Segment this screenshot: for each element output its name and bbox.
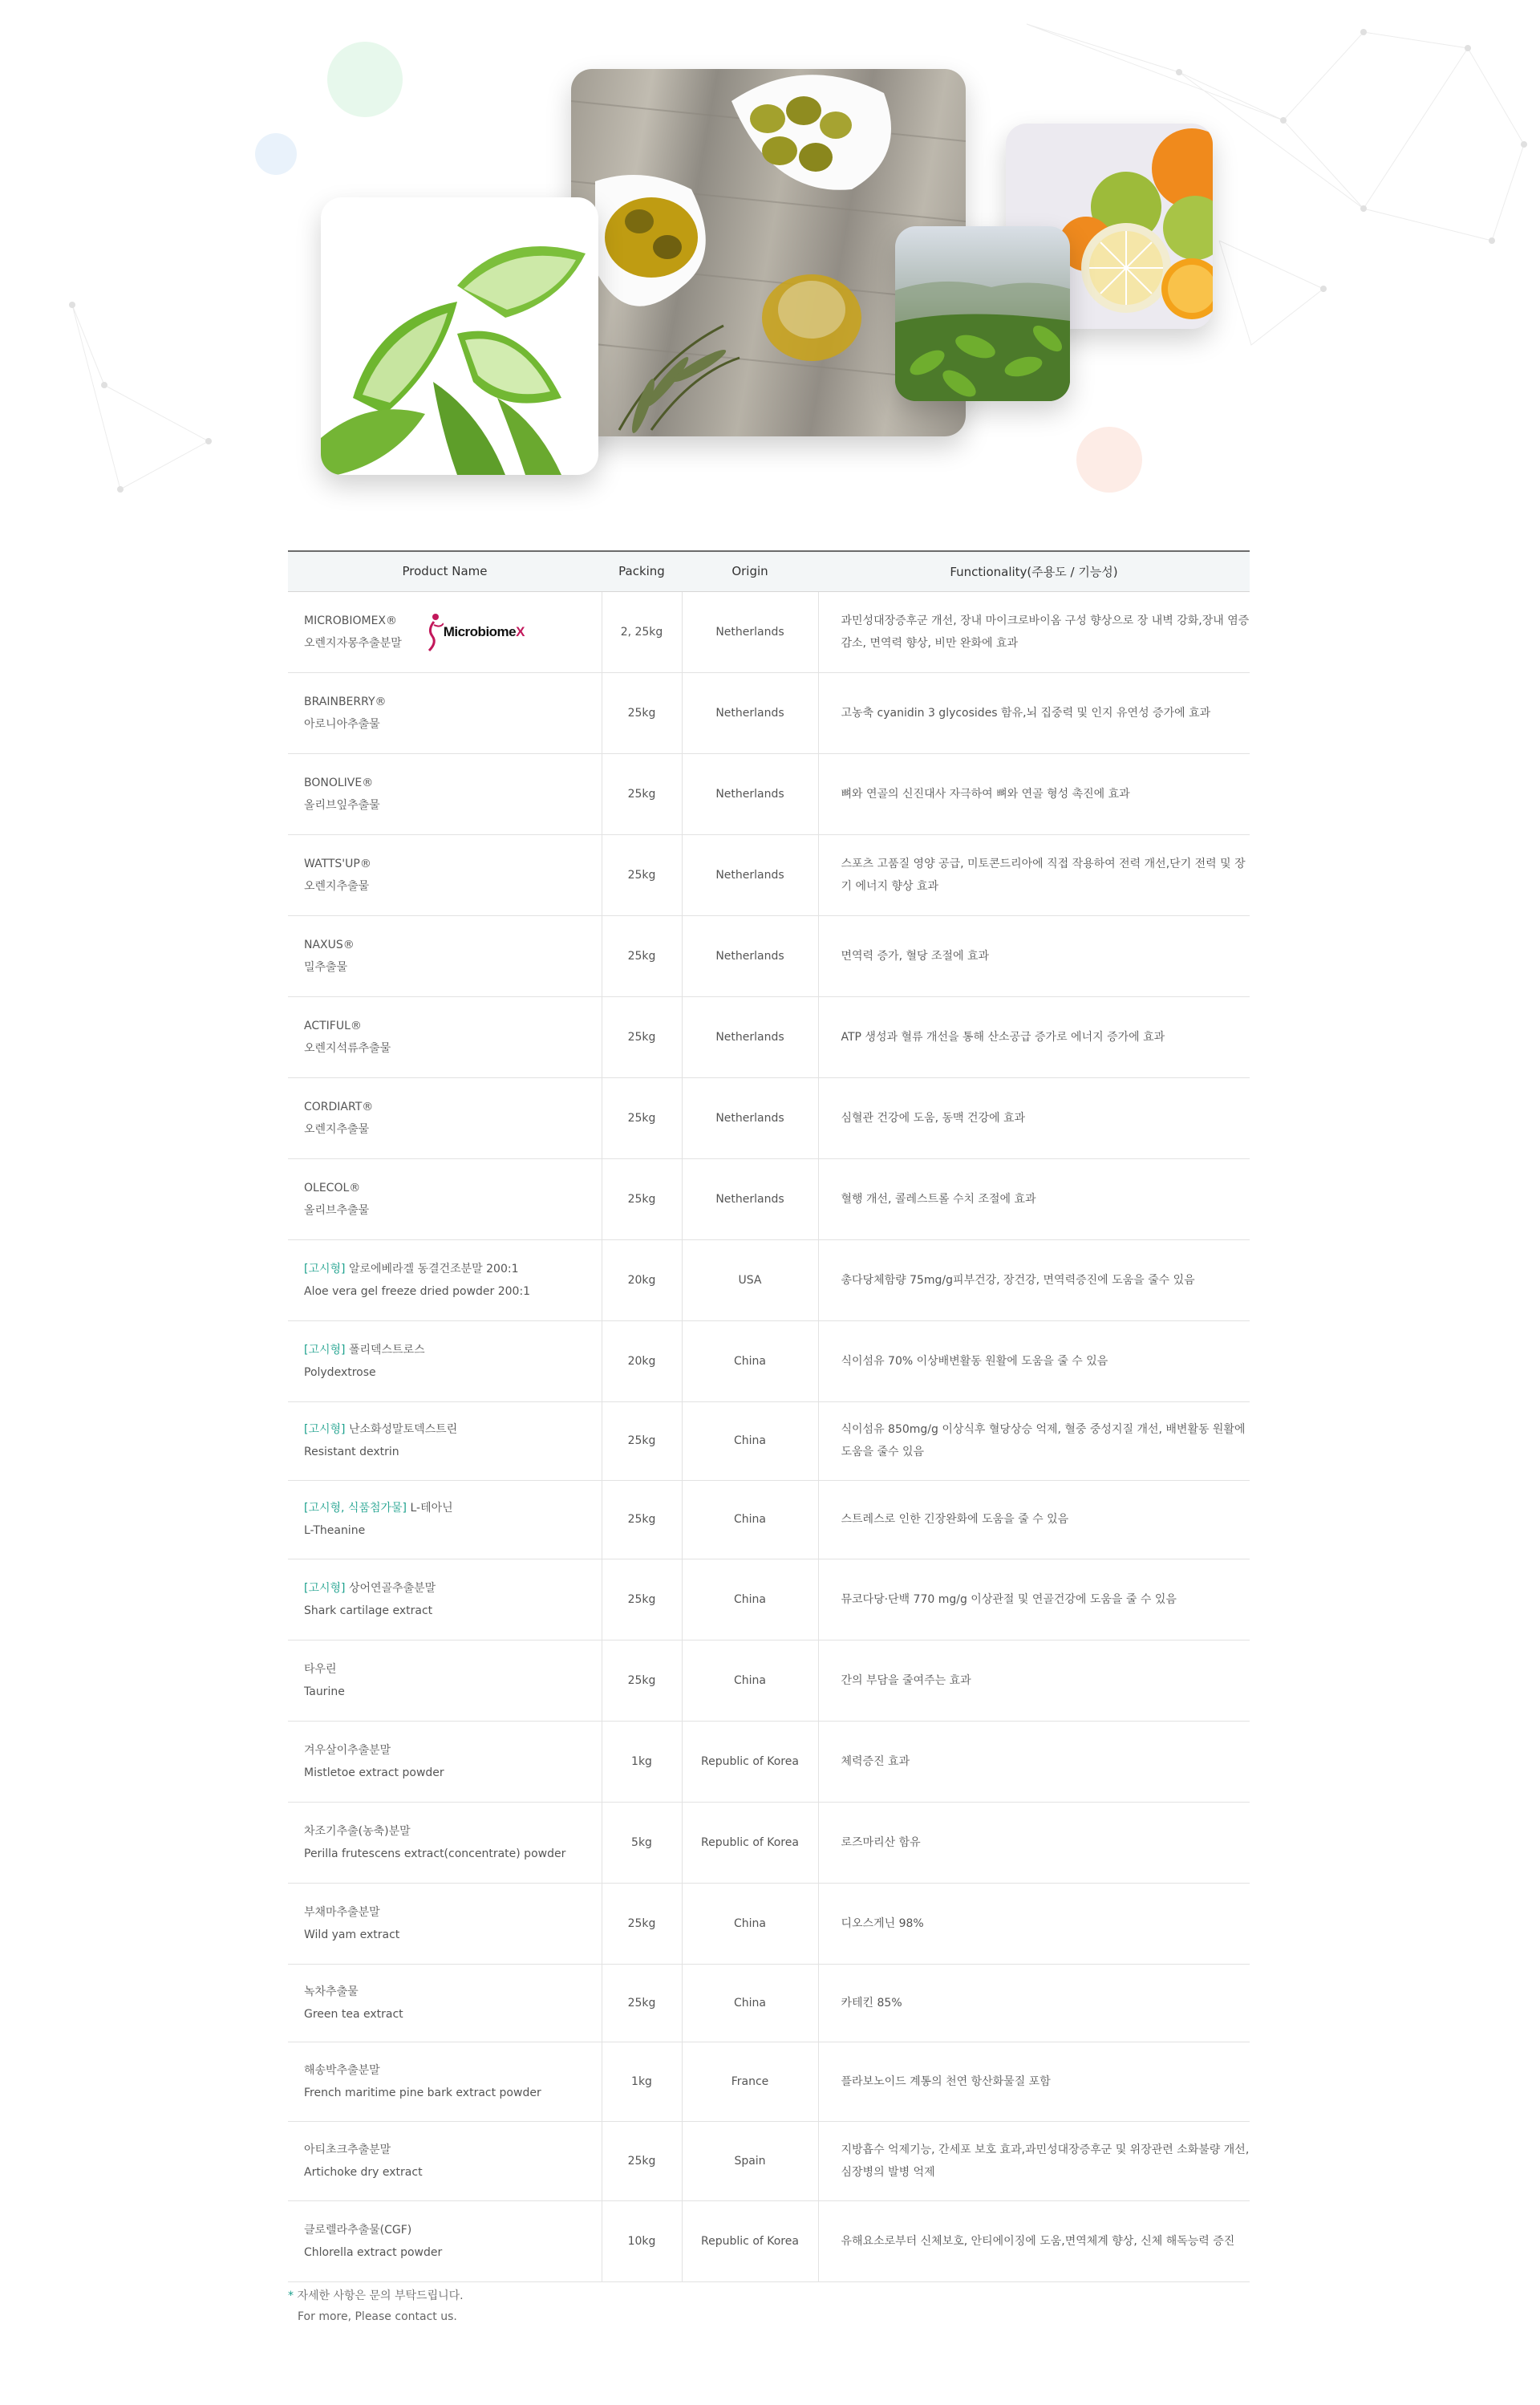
product-name-line1 <box>304 1258 602 1280</box>
functionality-line1: 식이섬유 70% 이상 <box>841 1354 938 1368</box>
product-name-secondary: Chlorella extract powder <box>304 2245 443 2259</box>
functionality-line1: 식이섬유 850mg/g 이상 <box>841 1423 964 1436</box>
cell-packing: 25kg <box>602 672 682 753</box>
cell-packing: 25kg <box>602 1480 682 1559</box>
column-header-origin: Origin <box>682 551 818 591</box>
cell-product-name <box>288 1480 602 1559</box>
functionality-line2: 과민성대장증후군 및 위장관련 소화불량 개선, 심장병의 발병 억제 <box>841 2143 1250 2179</box>
table-row <box>288 1721 1250 1802</box>
functionality-line1: 스포츠 고품질 영양 공급, 미토콘드리아에 직접 작용하여 전력 개선, <box>841 857 1170 870</box>
table-row <box>288 996 1250 1077</box>
cell-product-name <box>288 2200 602 2281</box>
product-name-primary: BONOLIVE® <box>304 776 374 789</box>
product-name-secondary: 오렌지자몽추출분말 <box>304 636 402 650</box>
product-tag: [고시형] <box>304 1343 346 1357</box>
functionality-line1: 총다당체함량 75mg/g <box>841 1273 954 1287</box>
table-row <box>288 1320 1250 1401</box>
table-row <box>288 1239 1250 1320</box>
functionality-line1: 간의 부담을 줄여주는 효과 <box>841 1673 971 1687</box>
cell-product-name <box>288 1401 602 1480</box>
aloe-illustration <box>321 197 598 475</box>
functionality-line1: 유해요소로부터 신체보호, 안티에이징에 도움, <box>841 2234 1065 2248</box>
functionality-line1: 플라보노이드 계통의 천연 항산화물질 포함 <box>841 2074 1051 2088</box>
product-name-secondary: Mistletoe extract powder <box>304 1766 444 1779</box>
cell-product-name <box>288 1721 602 1802</box>
product-name-secondary: 오렌지추출물 <box>304 1122 370 1136</box>
cell-origin: China <box>682 1401 818 1480</box>
product-name-secondary: Resistant dextrin <box>304 1446 399 1458</box>
product-name-line1 <box>304 2219 602 2241</box>
product-name-primary: 아티초크추출분말 <box>304 2143 391 2156</box>
cell-packing: 25kg <box>602 1964 682 2042</box>
cell-functionality <box>818 1401 1250 1480</box>
cell-product-name <box>288 1077 602 1158</box>
functionality-line1: 카테킨 85% <box>841 1996 902 2010</box>
product-name-with-logo <box>304 610 602 655</box>
product-name-secondary: Wild yam extract <box>304 1928 400 1941</box>
cell-packing: 10kg <box>602 2200 682 2281</box>
product-name-secondary: 올리브추출물 <box>304 1203 370 1217</box>
functionality-line2: 뇌 집중력 및 인지 유연성 증가에 효과 <box>1026 706 1211 720</box>
functionality-line2: 장내 염증 감소, 면역력 향상, 비만 완화에 효과 <box>841 614 1250 650</box>
table-row <box>288 915 1250 996</box>
product-name-secondary: L-Theanine <box>304 1524 366 1537</box>
product-name-secondary: Perilla frutescens extract(concentrate) powder <box>304 1847 566 1860</box>
functionality-line1: 지방흡수 억제기능, 간세포 보호 효과, <box>841 2143 1026 2156</box>
product-tag: [고시형, 식품첨가물] <box>304 1502 407 1515</box>
cell-functionality <box>818 1721 1250 1802</box>
cell-origin: USA <box>682 1239 818 1320</box>
cell-origin: Republic of Korea <box>682 2200 818 2281</box>
product-name-line1 <box>304 1658 602 1681</box>
cell-packing: 25kg <box>602 1883 682 1964</box>
functionality-line2: 배변활동 원활에 도움을 줄 수 있음 <box>938 1354 1108 1368</box>
functionality-line2: 피부건강, 장건강, 면역력증진에 도움을 줄수 있음 <box>953 1273 1195 1287</box>
table-row <box>288 1964 1250 2042</box>
product-name-line1 <box>304 1739 602 1762</box>
table-row <box>288 2200 1250 2281</box>
contact-note <box>288 2285 464 2327</box>
cell-functionality <box>818 591 1250 672</box>
cell-functionality <box>818 1883 1250 1964</box>
decor-bubble-blue <box>255 133 297 175</box>
cell-packing: 25kg <box>602 2121 682 2200</box>
logo-text: MicrobiomeX <box>443 623 525 639</box>
note-english: For more, Please contact us. <box>298 2310 457 2323</box>
column-header-functionality: Functionality(주용도 / 기능성) <box>818 551 1250 591</box>
product-name-secondary: 오렌지석류추출물 <box>304 1041 391 1055</box>
logo-x-letter: X <box>516 623 525 639</box>
product-name-line1 <box>304 1577 602 1600</box>
cell-product-name <box>288 1320 602 1401</box>
cell-packing: 1kg <box>602 1721 682 1802</box>
tea-field-photo <box>895 226 1070 401</box>
cell-product-name <box>288 672 602 753</box>
functionality-line2: 식후 혈당상승 억제, 혈중 중성지질 개선, 배변활동 원활에 도움을 줄수 있음 <box>841 1423 1246 1458</box>
product-name-line1 <box>304 1096 602 1118</box>
cell-functionality <box>818 1077 1250 1158</box>
cell-functionality <box>818 2200 1250 2281</box>
cell-product-name <box>288 1239 602 1320</box>
cell-packing: 25kg <box>602 1158 682 1239</box>
product-name-primary: 폴리덱스트로스 <box>348 1343 425 1357</box>
decor-bubble-peach <box>1076 427 1142 493</box>
product-name-line1 <box>304 934 602 956</box>
table-row <box>288 2121 1250 2200</box>
product-name-secondary: Aloe vera gel freeze dried powder 200:1 <box>304 1284 531 1298</box>
microbiomex-logo-icon <box>423 612 525 652</box>
cell-product-name <box>288 1559 602 1640</box>
cell-functionality <box>818 1640 1250 1721</box>
table-body <box>288 591 1250 2281</box>
cell-packing: 25kg <box>602 1640 682 1721</box>
cell-functionality <box>818 834 1250 915</box>
cell-product-name <box>288 1640 602 1721</box>
table-row <box>288 1802 1250 1883</box>
cell-functionality <box>818 1559 1250 1640</box>
product-name-primary: 알로에베라겔 동결건조분말 200:1 <box>348 1262 519 1276</box>
cell-packing: 25kg <box>602 996 682 1077</box>
product-tag: [고시형] <box>304 1581 346 1595</box>
product-name-primary: WATTS'UP® <box>304 857 371 870</box>
cell-origin: France <box>682 2042 818 2121</box>
cell-packing: 20kg <box>602 1320 682 1401</box>
cell-functionality <box>818 915 1250 996</box>
functionality-line1: ATP 생성과 혈류 개선을 통해 산소공급 증가로 에너지 증가에 효과 <box>841 1030 1165 1044</box>
table-row <box>288 753 1250 834</box>
product-name-secondary: Artichoke dry extract <box>304 2165 423 2179</box>
product-name-primary: 상어연골추출분말 <box>348 1581 436 1595</box>
cell-product-name <box>288 1964 602 2042</box>
product-name-primary: MICROBIOMEX® <box>304 614 397 627</box>
cell-packing: 25kg <box>602 915 682 996</box>
product-name-secondary: Green tea extract <box>304 2007 403 2021</box>
note-star: * <box>288 2289 294 2302</box>
product-name-secondary: Taurine <box>304 1685 345 1698</box>
table-row <box>288 672 1250 753</box>
functionality-line1: 로즈마리산 함유 <box>841 1835 921 1849</box>
cell-origin: China <box>682 1559 818 1640</box>
cell-functionality <box>818 1158 1250 1239</box>
functionality-line2: 관절 및 연골건강에 도움을 줄 수 있음 <box>992 1592 1177 1606</box>
cell-product-name <box>288 2121 602 2200</box>
cell-origin: China <box>682 1320 818 1401</box>
cell-origin: Netherlands <box>682 672 818 753</box>
functionality-line1: 면역력 증가, 혈당 조절에 효과 <box>841 949 990 963</box>
cell-product-name <box>288 591 602 672</box>
cell-product-name <box>288 915 602 996</box>
cell-functionality <box>818 753 1250 834</box>
cell-origin: Netherlands <box>682 753 818 834</box>
tea-field-illustration <box>895 226 1070 401</box>
cell-packing: 25kg <box>602 753 682 834</box>
table-row <box>288 1640 1250 1721</box>
product-name-secondary: 올리브잎추출물 <box>304 798 380 812</box>
product-table <box>288 550 1250 2282</box>
microbiomex-logo-word <box>444 621 525 643</box>
product-name-secondary: 밀추출물 <box>304 960 348 974</box>
table-row <box>288 1077 1250 1158</box>
functionality-line1: 디오스게닌 98% <box>841 1916 924 1930</box>
cell-packing: 25kg <box>602 834 682 915</box>
functionality-line1: 뼈와 연골의 신진대사 자극하여 뼈와 연골 형성 촉진에 효과 <box>841 787 1130 801</box>
hero-visual <box>0 0 1540 529</box>
product-tag: [고시형] <box>304 1423 346 1436</box>
note-korean: 자세한 사항은 문의 부탁드립니다. <box>297 2289 464 2302</box>
product-name-primary: 난소화성말토덱스트린 <box>348 1423 458 1436</box>
product-name-line1 <box>304 610 402 632</box>
product-name-primary: 겨우살이추출분말 <box>304 1743 391 1757</box>
cell-packing: 25kg <box>602 1077 682 1158</box>
product-name-primary: CORDIART® <box>304 1100 374 1113</box>
table-row <box>288 1480 1250 1559</box>
product-name-line1 <box>304 1339 602 1361</box>
cell-functionality <box>818 996 1250 1077</box>
cell-functionality <box>818 672 1250 753</box>
cell-origin: China <box>682 1480 818 1559</box>
product-name-line1 <box>304 1981 602 2003</box>
product-name-line1 <box>304 1015 602 1037</box>
cell-functionality <box>818 1239 1250 1320</box>
product-name-line1 <box>304 691 602 713</box>
cell-origin: Netherlands <box>682 1158 818 1239</box>
product-name-primary: 부채마추출분말 <box>304 1905 380 1919</box>
aloe-photo <box>321 197 598 475</box>
table-row <box>288 1559 1250 1640</box>
product-table-section <box>288 550 1250 2282</box>
cell-product-name <box>288 2042 602 2121</box>
functionality-line2: 면역체계 향상, 신체 해독능력 증진 <box>1064 2234 1235 2248</box>
functionality-line1: 고농축 cyanidin 3 glycosides 함유, <box>841 706 1027 720</box>
cell-origin: Netherlands <box>682 834 818 915</box>
cell-product-name <box>288 1802 602 1883</box>
cell-origin: Netherlands <box>682 591 818 672</box>
product-name-primary: 차조기추출(농축)분말 <box>304 1824 411 1838</box>
product-name-line1 <box>304 1497 602 1519</box>
product-name-line1 <box>304 772 602 794</box>
cell-product-name <box>288 834 602 915</box>
product-name-line1 <box>304 1418 602 1441</box>
cell-origin: China <box>682 1964 818 2042</box>
product-name-secondary: 오렌지추출물 <box>304 879 370 893</box>
cell-product-name <box>288 1158 602 1239</box>
functionality-line1: 혈행 개선, 콜레스트롤 수치 조절에 효과 <box>841 1192 1036 1206</box>
table-row <box>288 1883 1250 1964</box>
product-name-primary: NAXUS® <box>304 938 355 951</box>
cell-origin: China <box>682 1883 818 1964</box>
product-name-line1 <box>304 853 602 875</box>
table-row <box>288 591 1250 672</box>
cell-origin: Netherlands <box>682 996 818 1077</box>
cell-functionality <box>818 1320 1250 1401</box>
product-name-secondary: 아로니아추출물 <box>304 717 380 731</box>
cell-packing: 25kg <box>602 1401 682 1480</box>
dancer-mark-icon <box>423 612 444 652</box>
product-name-block <box>304 610 402 655</box>
cell-packing: 1kg <box>602 2042 682 2121</box>
product-name-primary: 해송박추출분말 <box>304 2063 380 2077</box>
cell-functionality <box>818 2042 1250 2121</box>
cell-functionality <box>818 1480 1250 1559</box>
product-name-primary: OLECOL® <box>304 1181 361 1194</box>
cell-functionality <box>818 1964 1250 2042</box>
product-name-line1 <box>304 2139 602 2161</box>
cell-packing: 20kg <box>602 1239 682 1320</box>
cell-origin: Netherlands <box>682 915 818 996</box>
product-name-primary: L-테아닌 <box>410 1502 453 1515</box>
column-header-packing: Packing <box>602 551 682 591</box>
table-header-row <box>288 551 1250 591</box>
cell-origin: Republic of Korea <box>682 1721 818 1802</box>
product-name-primary: ACTIFUL® <box>304 1019 362 1032</box>
product-name-line1 <box>304 1820 602 1843</box>
functionality-line1: 체력증진 효과 <box>841 1754 910 1768</box>
functionality-line2: 단기 전력 및 장기 에너지 향상 효과 <box>841 857 1246 893</box>
table-row <box>288 2042 1250 2121</box>
functionality-line1: 심혈관 건강에 도움, 동맥 건강에 효과 <box>841 1111 1026 1125</box>
table-row <box>288 834 1250 915</box>
product-name-line1 <box>304 1901 602 1924</box>
product-name-primary: 타우린 <box>304 1662 337 1676</box>
functionality-line1: 과민성대장증후군 개선, 장내 마이크로바이옴 구성 향상으로 장 내벽 강화, <box>841 614 1202 627</box>
cell-functionality <box>818 2121 1250 2200</box>
table-row <box>288 1401 1250 1480</box>
product-name-secondary: French maritime pine bark extract powder <box>304 2086 541 2099</box>
cell-origin: China <box>682 1640 818 1721</box>
product-tag: [고시형] <box>304 1262 346 1276</box>
product-name-primary: 녹차추출물 <box>304 1985 359 1998</box>
cell-product-name <box>288 1883 602 1964</box>
cell-packing: 2, 25kg <box>602 591 682 672</box>
product-name-line1 <box>304 1177 602 1199</box>
cell-packing: 25kg <box>602 1559 682 1640</box>
functionality-line1: 스트레스로 인한 긴장완화에 도움을 줄 수 있음 <box>841 1513 1069 1526</box>
product-name-line1 <box>304 2059 602 2082</box>
product-name-secondary: Polydextrose <box>304 1365 376 1379</box>
cell-origin: Spain <box>682 2121 818 2200</box>
table-row <box>288 1158 1250 1239</box>
cell-origin: Netherlands <box>682 1077 818 1158</box>
product-name-primary: 클로렐라추출물(CGF) <box>304 2223 412 2237</box>
cell-product-name <box>288 753 602 834</box>
cell-product-name <box>288 996 602 1077</box>
cell-functionality <box>818 1802 1250 1883</box>
cell-packing: 5kg <box>602 1802 682 1883</box>
cell-origin: Republic of Korea <box>682 1802 818 1883</box>
product-name-primary: BRAINBERRY® <box>304 695 387 708</box>
functionality-line1: 뮤코다당·단백 770 mg/g 이상 <box>841 1592 993 1606</box>
column-header-product-name: Product Name <box>288 551 602 591</box>
product-name-secondary: Shark cartilage extract <box>304 1604 433 1617</box>
decor-bubble-mint <box>327 42 403 117</box>
